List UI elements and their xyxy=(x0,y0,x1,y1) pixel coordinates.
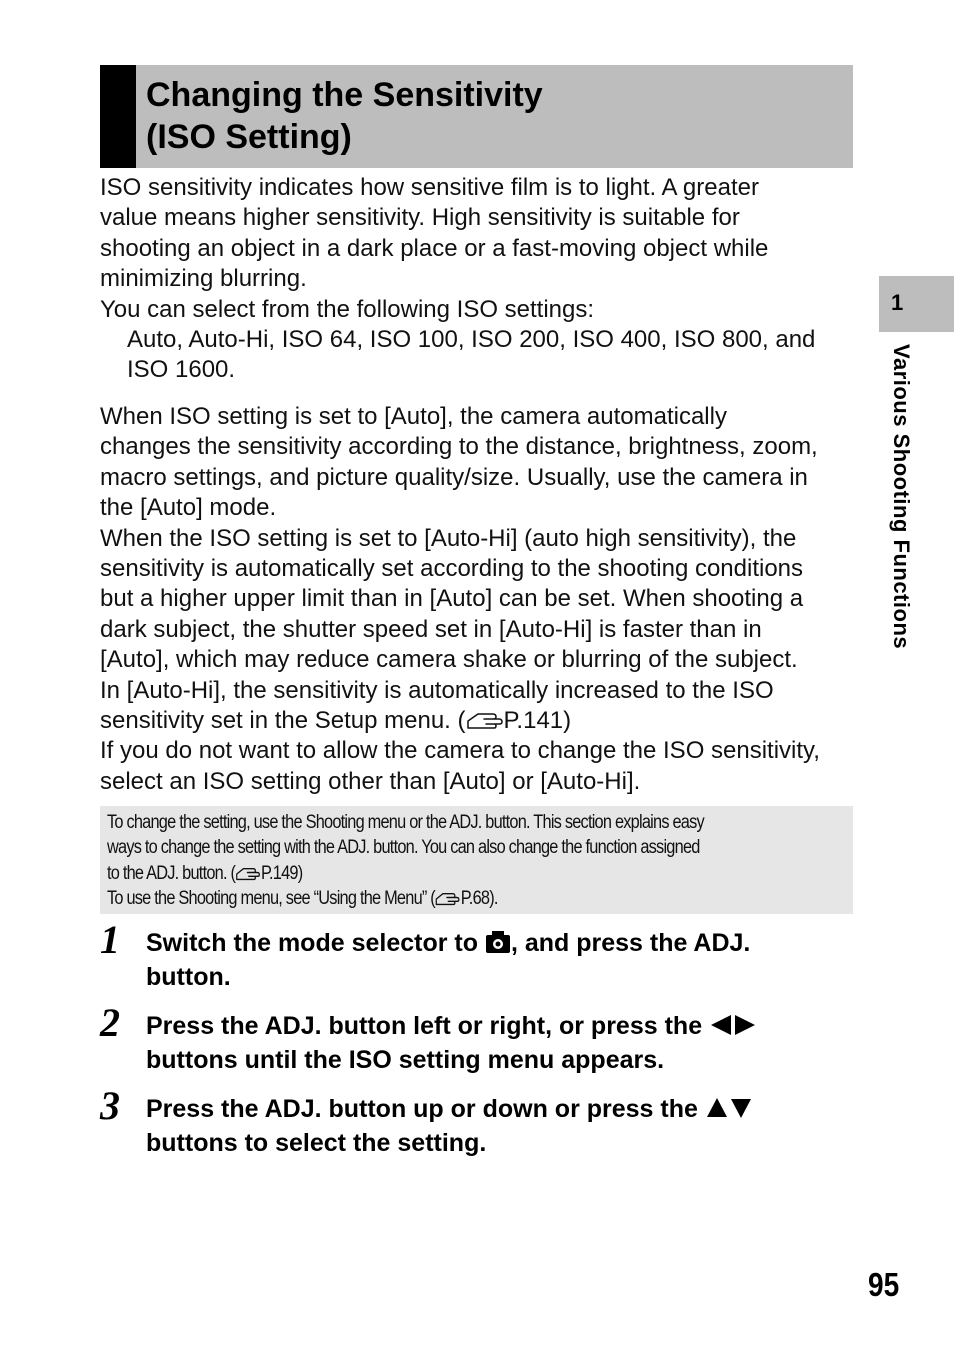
note-text-before-ref: To use the Shooting menu, see “Using the Menu” ( xyxy=(107,887,435,909)
details-line: sensitivity is automatically set according to the shooting conditions xyxy=(100,555,804,583)
page-reference-icon xyxy=(466,708,504,730)
details-paragraph xyxy=(100,402,860,797)
step-text-part: button. xyxy=(146,963,231,991)
step-text-part: Switch the mode selector to xyxy=(146,929,485,957)
details-line: [Auto], which may reduce camera shake or blurring of the subject. xyxy=(100,646,798,674)
step-number: 1 xyxy=(100,917,120,962)
note-box xyxy=(100,806,853,914)
intro-paragraph xyxy=(100,173,860,325)
step-text-part: buttons to select the setting. xyxy=(146,1129,487,1157)
note-line: ways to change the setting with the ADJ. button. You can also change the function assigned xyxy=(107,837,700,859)
iso-options-line: ISO 1600. xyxy=(127,356,236,384)
step-number: 3 xyxy=(100,1083,120,1128)
details-line: the [Auto] mode. xyxy=(100,494,277,522)
section-title-box xyxy=(100,65,853,168)
note-text xyxy=(107,810,704,911)
details-line: but a higher upper limit than in [Auto] can be set. When shooting a xyxy=(100,585,804,613)
step-text xyxy=(146,926,750,994)
details-line: dark subject, the shutter speed set in [Auto-Hi] is faster than in xyxy=(100,615,762,643)
up-down-arrows-icon xyxy=(705,1096,753,1120)
iso-options-list xyxy=(127,325,887,386)
step-text xyxy=(146,1009,757,1077)
intro-line: value means higher sensitivity. High sensitivity is suitable for xyxy=(100,204,740,232)
intro-line: shooting an object in a dark place or a fast-moving object while xyxy=(100,234,769,262)
step-text-part: Press the ADJ. button up or down or press the xyxy=(146,1095,705,1123)
left-right-arrows-icon xyxy=(709,1013,757,1037)
details-ref-text: sensitivity set in the Setup menu. ( xyxy=(100,707,466,735)
title-accent-bar xyxy=(100,65,136,168)
details-line: changes the sensitivity according to the distance, brightness, zoom, xyxy=(100,433,818,461)
page-reference-icon xyxy=(235,864,261,881)
details-ref-page: P.141) xyxy=(503,707,572,735)
step-number: 2 xyxy=(100,1000,120,1045)
step-text xyxy=(146,1092,753,1160)
page-title-line-2: (ISO Setting) xyxy=(146,118,352,156)
chapter-tab xyxy=(879,276,954,332)
details-line: select an ISO setting other than [Auto] or [Auto-Hi]. xyxy=(100,767,641,795)
chapter-title: Various Shooting Functions xyxy=(889,344,914,650)
details-ref-line xyxy=(100,707,571,734)
details-line: When the ISO setting is set to [Auto-Hi] (auto high sensitivity), the xyxy=(100,524,797,552)
details-line: If you do not want to allow the camera to change the ISO sensitivity, xyxy=(100,737,820,765)
page-reference-icon xyxy=(435,889,461,906)
details-line: When ISO setting is set to [Auto], the camera automatically xyxy=(100,403,727,430)
intro-line: minimizing blurring. xyxy=(100,265,307,293)
intro-line: You can select from the following ISO settings: xyxy=(100,295,595,323)
details-line: macro settings, and picture quality/size. Usually, use the camera in xyxy=(100,463,808,491)
chapter-number: 1 xyxy=(891,290,904,315)
page-title-line-1: Changing the Sensitivity xyxy=(146,76,543,114)
note-line xyxy=(107,863,302,884)
step-text-part: , and press the ADJ. xyxy=(510,929,751,957)
note-line xyxy=(107,888,498,909)
note-ref-page: P.68). xyxy=(460,887,498,909)
intro-line: ISO sensitivity indicates how sensitive film is to light. A greater xyxy=(100,174,759,201)
step-text-part: buttons until the ISO setting menu appears. xyxy=(146,1046,665,1074)
note-ref-page: P.149) xyxy=(260,862,303,884)
page-number: 95 xyxy=(868,1266,900,1303)
note-text-before-ref: to the ADJ. button. ( xyxy=(107,862,236,884)
iso-options-line: Auto, Auto-Hi, ISO 64, ISO 100, ISO 200, ISO 400, ISO 800, and xyxy=(127,326,816,353)
note-line: To change the setting, use the Shooting menu or the ADJ. button. This section explains easy xyxy=(107,812,704,833)
page-title xyxy=(146,74,543,158)
camera-icon xyxy=(485,930,511,954)
details-line: In [Auto-Hi], the sensitivity is automatically increased to the ISO xyxy=(100,676,774,704)
chapter-title-vertical xyxy=(884,344,914,686)
step-text-part: Press the ADJ. button left or right, or press the xyxy=(146,1012,710,1040)
